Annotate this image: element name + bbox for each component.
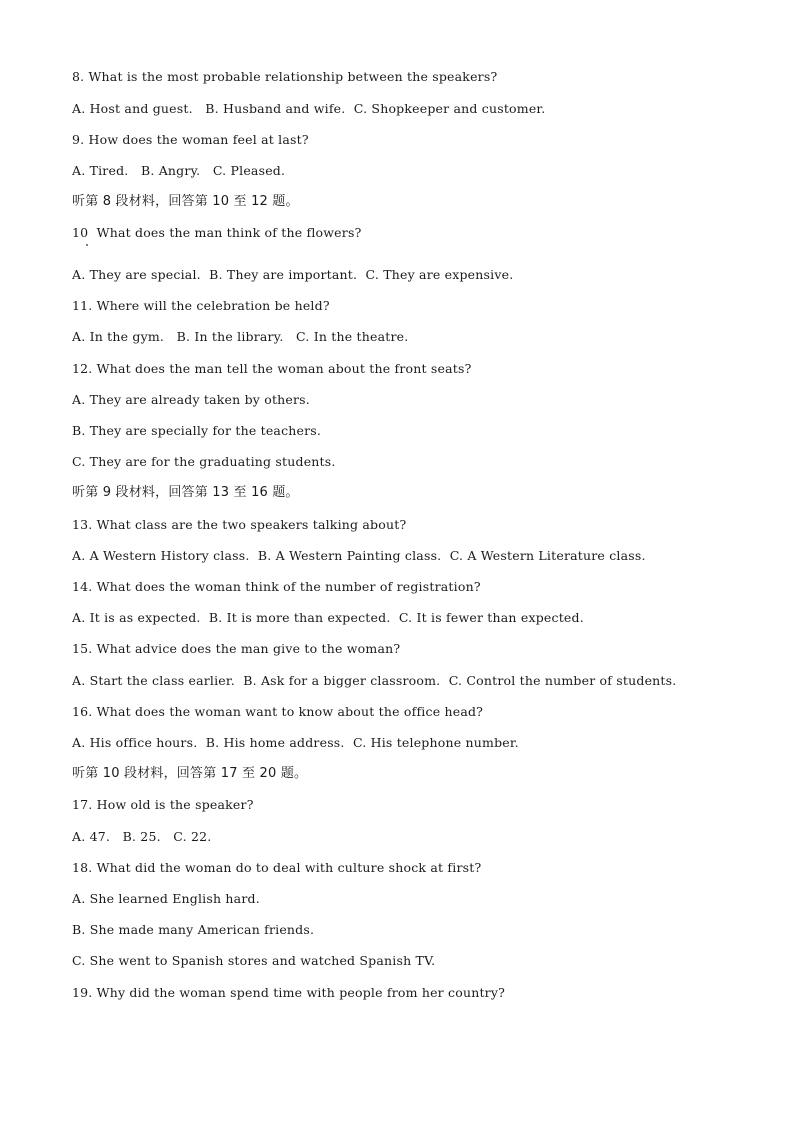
question-16: 16. What does the woman want to know about the office head? [72,704,484,719]
stray-mark [86,244,88,246]
options-9: A. Tired. B. Angry. C. Pleased. [72,163,286,178]
question-18: 18. What did the woman do to deal with culture shock at first? [72,860,482,875]
question-12: 12. What does the man tell the woman about the front seats? [72,361,472,376]
options-13: A. A Western History class. B. A Western Painting class. C. A Western Literature class. [72,548,646,563]
options-10: A. They are special. B. They are important. C. They are expensive. [72,267,514,282]
options-17: A. 47. B. 25. C. 22. [72,829,212,844]
question-10: 10 What does the man think of the flowers? [72,225,362,240]
options-14: A. It is as expected. B. It is more than expected. C. It is fewer than expected. [72,610,584,625]
question-15: 15. What advice does the man give to the woman? [72,641,401,656]
options-15: A. Start the class earlier. B. Ask for a bigger classroom. C. Control the number of students. [72,673,677,688]
options-8: A. Host and guest. B. Husband and wife. C. Shopkeeper and customer. [72,101,546,116]
options-11: A. In the gym. B. In the library. C. In the theatre. [72,329,409,344]
option-18-b: B. She made many American friends. [72,922,315,937]
question-8: 8. What is the most probable relationship between the speakers? [72,69,498,84]
option-18-c: C. She went to Spanish stores and watched Spanish TV. [72,953,436,968]
question-11: 11. Where will the celebration be held? [72,298,330,313]
option-12-c: C. They are for the graduating students. [72,454,336,469]
options-16: A. His office hours. B. His home address. C. His telephone number. [72,735,519,750]
section-heading-8: 听第 8 段材料，回答第 10 至 12 题。 [72,194,299,209]
option-18-a: A. She learned English hard. [72,891,260,906]
section-heading-9: 听第 9 段材料，回答第 13 至 16 题。 [72,485,299,500]
question-17: 17. How old is the speaker? [72,797,254,812]
option-12-a: A. They are already taken by others. [72,392,310,407]
question-19: 19. Why did the woman spend time with people from her country? [72,985,506,1000]
question-9: 9. How does the woman feel at last? [72,132,309,147]
section-heading-10: 听第 10 段材料，回答第 17 至 20 题。 [72,766,308,781]
question-14: 14. What does the woman think of the number of registration? [72,579,481,594]
question-13: 13. What class are the two speakers talking about? [72,517,407,532]
option-12-b: B. They are specially for the teachers. [72,423,322,438]
